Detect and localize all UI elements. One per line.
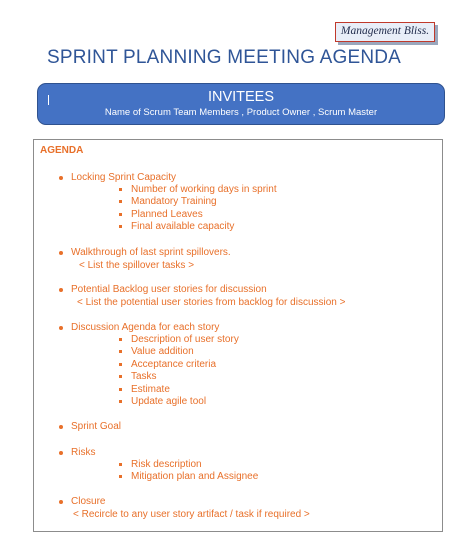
square-bullet-icon	[119, 213, 122, 216]
text-cursor	[48, 95, 49, 105]
square-bullet-icon	[119, 475, 122, 478]
square-bullet-icon	[119, 363, 122, 366]
subitem-value-addition: Value addition	[131, 346, 194, 357]
note-backlog-stories: < List the potential user stories from backlog for discussion >	[77, 297, 346, 308]
subitem-planned-leaves: Planned Leaves	[131, 209, 203, 220]
subitem-risk-description: Risk description	[131, 459, 202, 470]
square-bullet-icon	[119, 225, 122, 228]
square-bullet-icon	[119, 400, 122, 403]
subitem-mitigation-plan: Mitigation plan and Assignee	[131, 471, 259, 482]
bullet-icon	[59, 425, 63, 429]
subitem-estimate: Estimate	[131, 384, 170, 395]
subitem-acceptance-criteria: Acceptance criteria	[131, 359, 217, 370]
square-bullet-icon	[119, 188, 122, 191]
bullet-icon	[59, 176, 63, 180]
invitees-banner	[37, 83, 445, 125]
agenda-item-sprint-capacity: Locking Sprint Capacity	[71, 172, 177, 183]
subitem-mandatory-training: Mandatory Training	[131, 196, 217, 207]
agenda-item-risks: Risks	[71, 447, 96, 458]
agenda-heading: AGENDA	[40, 145, 84, 156]
brand-logo: Management Bliss.	[335, 22, 435, 42]
square-bullet-icon	[119, 350, 122, 353]
agenda-item-backlog-stories: Potential Backlog user stories for discussion	[71, 284, 267, 295]
bullet-icon	[59, 500, 63, 504]
agenda-item-sprint-goal: Sprint Goal	[71, 421, 122, 432]
agenda-item-spillovers: Walkthrough of last sprint spillovers.	[71, 247, 231, 258]
note-closure: < Recircle to any user story artifact / task if required >	[73, 509, 310, 520]
invitees-title: INVITEES	[207, 89, 275, 105]
square-bullet-icon	[119, 388, 122, 391]
square-bullet-icon	[119, 200, 122, 203]
bullet-icon	[59, 288, 63, 292]
bullet-icon	[59, 251, 63, 255]
subitem-update-agile-tool: Update agile tool	[131, 396, 207, 407]
subitem-story-description: Description of user story	[131, 334, 239, 345]
bullet-icon	[59, 451, 63, 455]
invitees-subtitle: Name of Scrum Team Members , Product Owner , Scrum Master	[104, 107, 378, 118]
note-spillover-tasks: < List the spillover tasks >	[79, 260, 195, 271]
subitem-tasks: Tasks	[131, 371, 157, 382]
agenda-item-story-discussion: Discussion Agenda for each story	[71, 322, 220, 333]
page-title: SPRINT PLANNING MEETING AGENDA	[47, 47, 402, 68]
subitem-working-days: Number of working days in sprint	[131, 184, 277, 195]
square-bullet-icon	[119, 463, 122, 466]
square-bullet-icon	[119, 338, 122, 341]
agenda-item-closure: Closure	[71, 496, 106, 507]
bullet-icon	[59, 326, 63, 330]
subitem-final-capacity: Final available capacity	[131, 221, 235, 232]
square-bullet-icon	[119, 375, 122, 378]
